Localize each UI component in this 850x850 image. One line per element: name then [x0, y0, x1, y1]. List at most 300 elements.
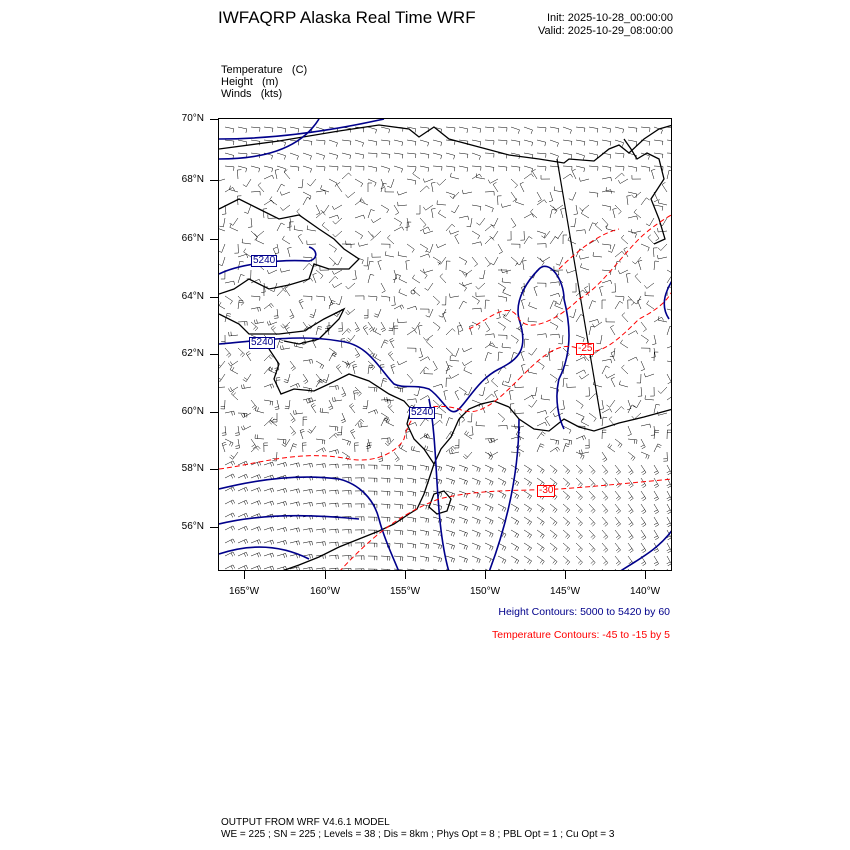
- wind-barb: [230, 452, 239, 459]
- wind-barb: [446, 365, 453, 374]
- wind-barb: [511, 257, 518, 266]
- wind-barb: [524, 517, 532, 525]
- wind-barb: [264, 553, 274, 558]
- wind-barb: [368, 166, 377, 172]
- wind-barb: [485, 127, 494, 132]
- wind-barb: [498, 569, 506, 571]
- wind-barb: [381, 296, 390, 301]
- wind-barb: [585, 439, 589, 448]
- wind-barb: [368, 387, 377, 392]
- wind-barb: [407, 517, 416, 522]
- wind-barb: [602, 205, 611, 211]
- wind-barb: [667, 170, 672, 179]
- field-height: Height (m): [221, 76, 279, 88]
- wind-barb: [459, 270, 467, 277]
- height-contour-label: 5240: [253, 255, 276, 266]
- wind-barb: [364, 309, 368, 318]
- wind-barb: [397, 191, 407, 195]
- wind-barb: [251, 475, 261, 480]
- wind-barb: [537, 200, 547, 205]
- wind-barb: [433, 569, 442, 571]
- wind-barb: [238, 565, 248, 570]
- wind-barb: [472, 504, 480, 511]
- wind-barb: [407, 556, 416, 561]
- wind-barb: [407, 374, 413, 383]
- wind-barb: [231, 391, 238, 400]
- wind-barb: [537, 569, 544, 571]
- wind-barb: [563, 235, 567, 244]
- wind-barb: [284, 374, 290, 383]
- wind-barb: [579, 450, 589, 454]
- wind-barb: [280, 205, 290, 211]
- wind-barb: [446, 378, 450, 387]
- wind-barb: [394, 556, 403, 561]
- wind-barb: [524, 166, 533, 172]
- wind-barb: [353, 364, 357, 374]
- wind-barb: [225, 500, 235, 505]
- wind-barb: [381, 340, 388, 348]
- wind-barb: [251, 191, 260, 195]
- wind-barb: [394, 491, 403, 496]
- wind-barb: [523, 261, 527, 271]
- wind-barb: [602, 140, 611, 146]
- wind-barb: [230, 218, 238, 225]
- wind-barb: [446, 543, 455, 550]
- wind-barb: [298, 179, 303, 188]
- wind-barb: [290, 153, 299, 160]
- wind-barb: [238, 127, 247, 133]
- wind-barb: [290, 426, 296, 436]
- wind-barb: [290, 222, 294, 231]
- wind-barb: [363, 400, 368, 409]
- wind-barb: [511, 530, 519, 538]
- wind-barb: [407, 399, 416, 403]
- wind-barb: [420, 569, 429, 571]
- wind-barb: [596, 335, 602, 344]
- wind-barb: [241, 384, 251, 388]
- wind-barb: [615, 205, 621, 214]
- wind-barb: [407, 348, 416, 352]
- lon-label-150: 150°W: [469, 586, 501, 597]
- wind-barb: [589, 140, 598, 146]
- wind-barb: [355, 153, 364, 159]
- wind-barb: [602, 300, 606, 309]
- wind-barb: [619, 381, 628, 387]
- wind-barb: [366, 439, 371, 449]
- wind-barb: [407, 153, 416, 158]
- wind-barb: [346, 309, 356, 315]
- height-contours: [219, 119, 672, 571]
- wind-barb: [353, 270, 357, 280]
- wind-barb: [635, 274, 641, 283]
- wind-barb: [524, 465, 532, 473]
- wind-barb: [667, 491, 672, 501]
- wind-barb: [290, 383, 300, 388]
- wind-barb: [355, 387, 361, 396]
- wind-barb: [277, 166, 286, 173]
- wind-barb: [368, 261, 374, 270]
- wind-barb: [632, 257, 641, 264]
- wind-barb: [641, 244, 649, 251]
- wind-barb: [511, 452, 520, 457]
- wind-barb: [615, 478, 621, 488]
- wind-barb: [645, 292, 654, 296]
- wind-barb: [610, 325, 615, 335]
- wind-barb: [511, 166, 520, 171]
- wind-barb: [442, 296, 446, 305]
- wind-barb: [329, 179, 337, 187]
- wind-barb: [238, 526, 248, 531]
- wind-barb: [537, 153, 546, 158]
- wind-barb: [351, 429, 356, 439]
- wind-barb: [620, 340, 628, 348]
- wind-barb: [455, 234, 459, 244]
- wind-barb: [219, 301, 225, 309]
- wind-barb: [628, 300, 632, 309]
- wind-barb: [346, 283, 355, 289]
- wind-barb: [667, 430, 671, 439]
- wind-barb: [462, 361, 472, 366]
- wind-barb: [238, 487, 248, 492]
- wind-barb: [563, 153, 572, 159]
- wind-barb: [258, 183, 264, 192]
- wind-barb: [219, 218, 225, 227]
- wind-barb: [667, 543, 672, 553]
- wind-barb: [576, 140, 585, 146]
- wind-barb: [463, 452, 472, 459]
- wind-barb: [407, 491, 416, 496]
- wind-barb: [270, 417, 277, 426]
- wind-barb: [251, 540, 261, 545]
- wind-barb: [644, 373, 654, 377]
- wind-barb: [580, 205, 590, 211]
- wind-barb: [550, 374, 557, 383]
- wind-barb: [407, 179, 416, 185]
- wind-barb: [219, 224, 225, 231]
- lat-label-56: 56°N: [181, 521, 204, 532]
- wind-barb: [524, 478, 532, 486]
- wind-barb: [485, 322, 490, 332]
- wind-barb: [563, 444, 570, 453]
- wind-barb: [387, 179, 394, 188]
- wind-barb: [290, 528, 300, 532]
- wind-barb: [264, 488, 274, 493]
- wind-barb: [476, 218, 485, 225]
- wind-barb: [436, 244, 446, 248]
- wind-barb: [219, 384, 225, 388]
- wind-barb: [574, 205, 578, 215]
- wind-barb: [416, 205, 420, 214]
- wind-barb: [563, 556, 570, 565]
- wind-barb: [329, 503, 338, 507]
- wind-barb: [251, 501, 261, 506]
- wind-barb: [537, 543, 544, 552]
- wind-barb: [420, 357, 430, 361]
- wind-barb: [411, 446, 420, 452]
- wind-barb: [641, 491, 646, 501]
- wind-barb: [641, 569, 646, 571]
- wind-barb: [316, 379, 324, 387]
- wind-barb: [579, 374, 589, 379]
- wind-barb: [290, 444, 297, 452]
- wind-barb: [576, 127, 585, 132]
- wind-barb: [580, 263, 589, 270]
- wind-barb: [277, 566, 287, 571]
- wind-barb: [532, 169, 537, 179]
- wind-barb: [307, 241, 316, 245]
- wind-barb: [394, 274, 400, 283]
- map-canvas: [219, 119, 672, 571]
- wind-barb: [498, 322, 506, 330]
- wind-barb: [462, 282, 472, 286]
- wind-barb: [615, 407, 624, 414]
- wind-barb: [371, 218, 381, 223]
- wind-barb: [219, 244, 225, 252]
- wind-barb: [264, 400, 273, 405]
- wind-barb: [615, 569, 621, 571]
- wind-barb: [329, 490, 338, 494]
- wind-barb: [615, 301, 623, 309]
- wind-barb: [641, 127, 650, 132]
- wind-barb: [354, 391, 358, 401]
- wind-barb: [667, 374, 671, 384]
- wind-barb: [346, 192, 356, 198]
- wind-barb: [282, 236, 290, 244]
- wind-barb: [320, 408, 329, 413]
- wind-barb: [503, 289, 511, 296]
- wind-barb: [556, 296, 563, 305]
- temp-contour-label: -30: [539, 485, 554, 496]
- wind-barb: [651, 426, 655, 435]
- wind-barb: [576, 556, 583, 565]
- wind-barb: [225, 281, 235, 285]
- wind-barb: [485, 140, 494, 145]
- wind-barb: [275, 244, 279, 254]
- wind-barb: [264, 462, 274, 467]
- wind-barb: [341, 413, 346, 423]
- wind-barb: [550, 127, 559, 133]
- wind-barb: [576, 543, 583, 552]
- wind-barb: [576, 478, 583, 487]
- wind-barb: [550, 293, 560, 297]
- wind-barb: [569, 192, 576, 200]
- wind-barb: [264, 420, 273, 426]
- wind-barb: [476, 283, 485, 289]
- wind-barb: [385, 439, 394, 446]
- wind-barb: [336, 296, 342, 305]
- wind-barb: [511, 218, 516, 228]
- wind-barb: [550, 153, 559, 160]
- wind-barb: [219, 257, 225, 266]
- wind-barb: [355, 478, 364, 482]
- wind-barb: [459, 556, 468, 563]
- wind-barb: [381, 205, 389, 213]
- wind-barb: [381, 438, 390, 442]
- wind-barb: [509, 390, 513, 400]
- wind-barb: [349, 404, 355, 414]
- lat-label-68: 68°N: [181, 174, 204, 185]
- wind-barb: [511, 179, 518, 188]
- wind-barb: [498, 413, 505, 422]
- wind-barb: [641, 198, 650, 205]
- wind-barb: [329, 244, 337, 252]
- wind-barb: [277, 184, 285, 192]
- wind-barb: [472, 231, 480, 239]
- wind-barb: [452, 348, 459, 356]
- wind-barb: [537, 465, 544, 474]
- wind-barb: [563, 530, 570, 539]
- wind-barb: [511, 517, 519, 525]
- wind-barb: [667, 395, 672, 400]
- wind-barb: [275, 169, 279, 179]
- wind-barb: [641, 322, 647, 332]
- wind-barb: [563, 426, 571, 434]
- wind-barb: [368, 465, 377, 469]
- wind-barb: [627, 196, 631, 206]
- wind-barb: [225, 513, 235, 518]
- wind-barb: [579, 178, 589, 182]
- wind-barb: [622, 365, 629, 374]
- wind-barb: [472, 153, 481, 160]
- wind-barb: [561, 208, 565, 218]
- wind-barb: [449, 231, 459, 235]
- wind-barb: [433, 543, 442, 549]
- wind-barb: [336, 365, 342, 375]
- wind-barb: [303, 489, 313, 493]
- wind-barb: [433, 420, 443, 426]
- wind-barb: [618, 179, 628, 184]
- wind-barb: [589, 319, 599, 323]
- wind-barb: [615, 504, 621, 514]
- wind-barb: [277, 527, 287, 532]
- wind-barb: [654, 478, 659, 488]
- wind-barb: [394, 218, 402, 226]
- wind-barb: [540, 257, 550, 262]
- wind-barb: [329, 140, 338, 147]
- wind-barb: [387, 235, 394, 244]
- wind-barb: [420, 140, 429, 146]
- wind-barb: [316, 568, 326, 571]
- wind-barb: [650, 387, 654, 396]
- wind-barb: [654, 465, 659, 475]
- wind-barb: [641, 517, 646, 527]
- wind-barb: [563, 465, 570, 474]
- wind-barb: [316, 464, 326, 468]
- wind-barb: [342, 529, 351, 533]
- wind-barb: [615, 491, 621, 501]
- wind-barb: [652, 335, 656, 345]
- wind-barb: [394, 504, 403, 509]
- wind-barb: [524, 530, 532, 538]
- wind-barb: [342, 140, 351, 145]
- wind-barb: [420, 254, 430, 258]
- wind-barb: [333, 397, 343, 401]
- wind-barb: [243, 179, 251, 187]
- wind-barb: [244, 249, 251, 257]
- wind-barb: [498, 244, 503, 254]
- wind-barb: [300, 429, 305, 439]
- wind-barb: [485, 504, 493, 511]
- wind-barb: [222, 426, 226, 435]
- wind-barb: [667, 504, 672, 514]
- wind-barb: [394, 387, 403, 392]
- wind-barb: [503, 314, 511, 322]
- wind-barb: [667, 421, 672, 426]
- wind-barb: [537, 244, 546, 248]
- wind-barb: [399, 444, 407, 452]
- wind-barb: [342, 329, 351, 336]
- wind-barb: [501, 269, 511, 273]
- wind-barb: [615, 517, 621, 527]
- lon-label-145: 145°W: [549, 586, 581, 597]
- wind-barb: [355, 199, 365, 205]
- wind-barb: [586, 387, 590, 396]
- wind-barb: [485, 300, 490, 309]
- wind-barb: [667, 345, 672, 349]
- wind-barb: [576, 413, 584, 420]
- wind-barb: [602, 569, 608, 571]
- wind-barb: [641, 424, 651, 428]
- wind-barb: [491, 218, 499, 226]
- wind-barb: [433, 153, 442, 159]
- wind-barb: [418, 325, 422, 335]
- wind-barb: [302, 443, 306, 452]
- wind-barb: [581, 418, 589, 426]
- wind-barb: [511, 127, 520, 134]
- wind-barb: [602, 452, 607, 462]
- wind-barb: [385, 251, 394, 257]
- wind-barb: [381, 556, 390, 561]
- wind-barb: [285, 286, 290, 296]
- wind-barb: [537, 361, 544, 370]
- wind-barb: [459, 517, 468, 524]
- wind-barb: [303, 374, 308, 384]
- wind-barb: [420, 465, 429, 471]
- wind-barb: [524, 569, 532, 571]
- wind-barb: [338, 322, 342, 331]
- wind-barb: [238, 552, 248, 557]
- wind-barb: [355, 443, 359, 452]
- wind-barb: [413, 287, 420, 296]
- wind-barb: [654, 569, 659, 571]
- wind-barb: [255, 407, 264, 413]
- wind-barb: [423, 230, 433, 234]
- wind-barb: [458, 326, 462, 336]
- wind-barb: [563, 517, 570, 526]
- wind-barb: [270, 197, 277, 206]
- wind-barb: [462, 270, 472, 275]
- wind-barb: [228, 387, 238, 392]
- wind-barb: [437, 179, 446, 185]
- wind-barb: [600, 400, 604, 410]
- wind-barb: [449, 374, 459, 378]
- wind-barb: [633, 400, 641, 408]
- wind-barb: [225, 539, 235, 544]
- wind-barb: [385, 397, 395, 401]
- wind-barb: [615, 465, 621, 475]
- wind-barb: [329, 257, 336, 266]
- wind-barb: [355, 231, 363, 239]
- wind-barb: [628, 491, 633, 501]
- wind-barb: [338, 426, 343, 435]
- lat-label-60: 60°N: [181, 406, 204, 417]
- wind-barb: [251, 566, 261, 571]
- wind-barb: [568, 237, 576, 245]
- wind-barb: [446, 569, 455, 571]
- wind-barb: [277, 289, 286, 296]
- wind-barb: [541, 175, 550, 179]
- wind-barb: [472, 166, 481, 171]
